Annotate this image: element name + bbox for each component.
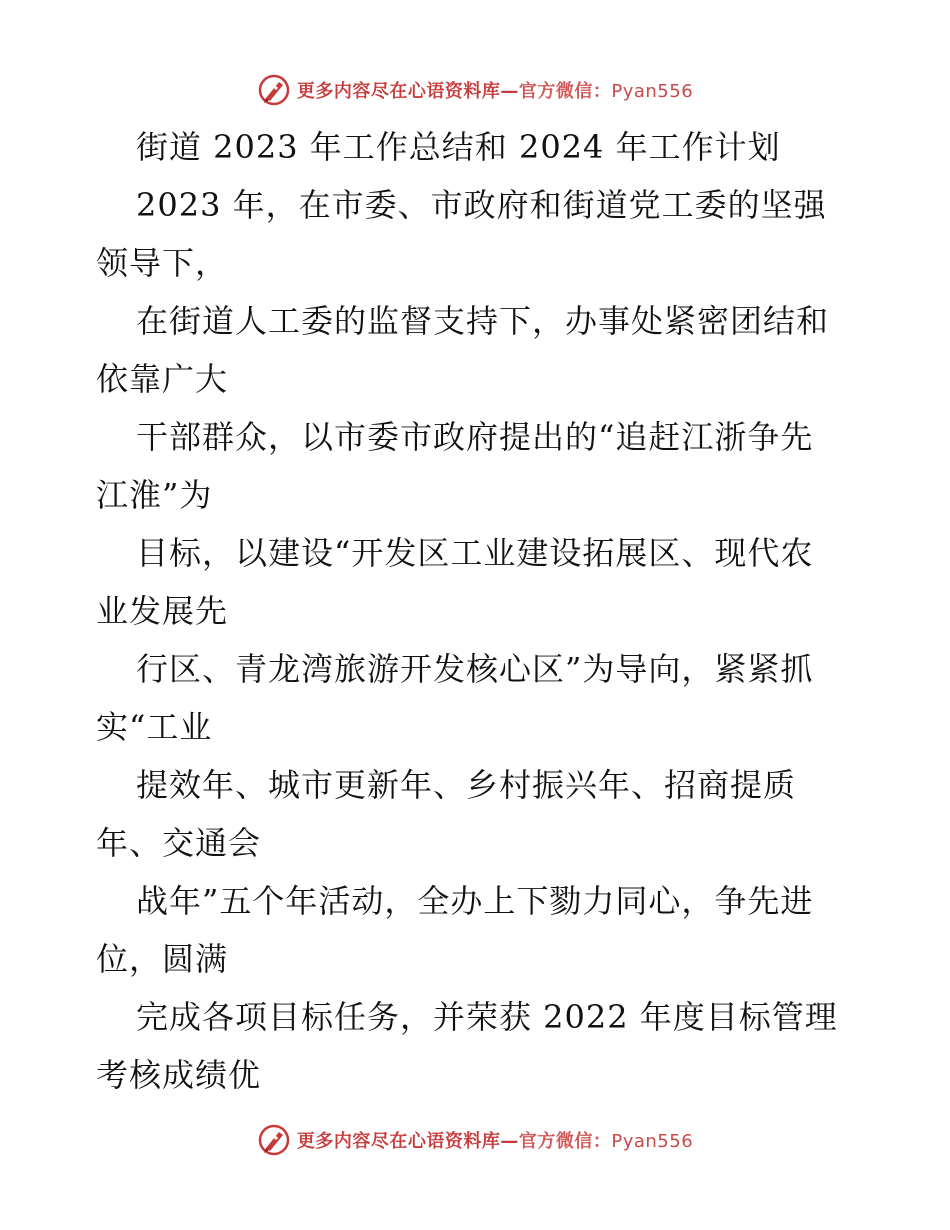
paragraph-line: 完成各项目标任务，并荣获 2022 年度目标管理: [136, 998, 838, 1036]
paragraph-line: 在街道人工委的监督支持下，办事处紧密团结和: [136, 302, 830, 340]
document-body: [96, 118, 866, 1104]
paragraph-line: 考核成绩优: [96, 1056, 262, 1094]
watermark-text: 更多内容尽在心语资料库—官方微信：Pyan556: [296, 81, 694, 102]
paragraph-line: 业发展先: [96, 592, 229, 630]
paragraph-line: 提效年、城市更新年、乡村振兴年、招商提质: [136, 766, 797, 804]
watermark-text: 更多内容尽在心语资料库—官方微信：Pyan556: [296, 1131, 694, 1152]
paragraph-line: 年、交通会: [96, 824, 262, 862]
paragraph-line: 战年”五个年活动，全办上下勠力同心，争先进: [136, 882, 814, 920]
pen-quill-logo-icon: [257, 1123, 291, 1157]
paragraph-line: 行区、青龙湾旅游开发核心区”为导向，紧紧抓: [136, 650, 814, 688]
document-title: 街道 2023 年工作总结和 2024 年工作计划: [136, 128, 781, 166]
paragraph-line: 领导下，: [96, 244, 229, 282]
paragraph-line: 2023 年，在市委、市政府和街道党工委的坚强: [136, 186, 827, 224]
pen-quill-logo-icon: [257, 73, 291, 107]
paragraph-line: 位，圆满: [96, 940, 229, 978]
paragraph-line: 实“工业: [96, 708, 213, 746]
header-watermark: [0, 70, 950, 110]
paragraph-line: 江淮”为: [96, 476, 213, 514]
footer-watermark: [0, 1120, 950, 1160]
paragraph-line: 依靠广大: [96, 360, 229, 398]
paragraph-line: 干部群众，以市委市政府提出的“追赶江浙争先: [136, 418, 814, 456]
paragraph-line: 目标，以建设“开发区工业建设拓展区、现代农: [136, 534, 814, 572]
